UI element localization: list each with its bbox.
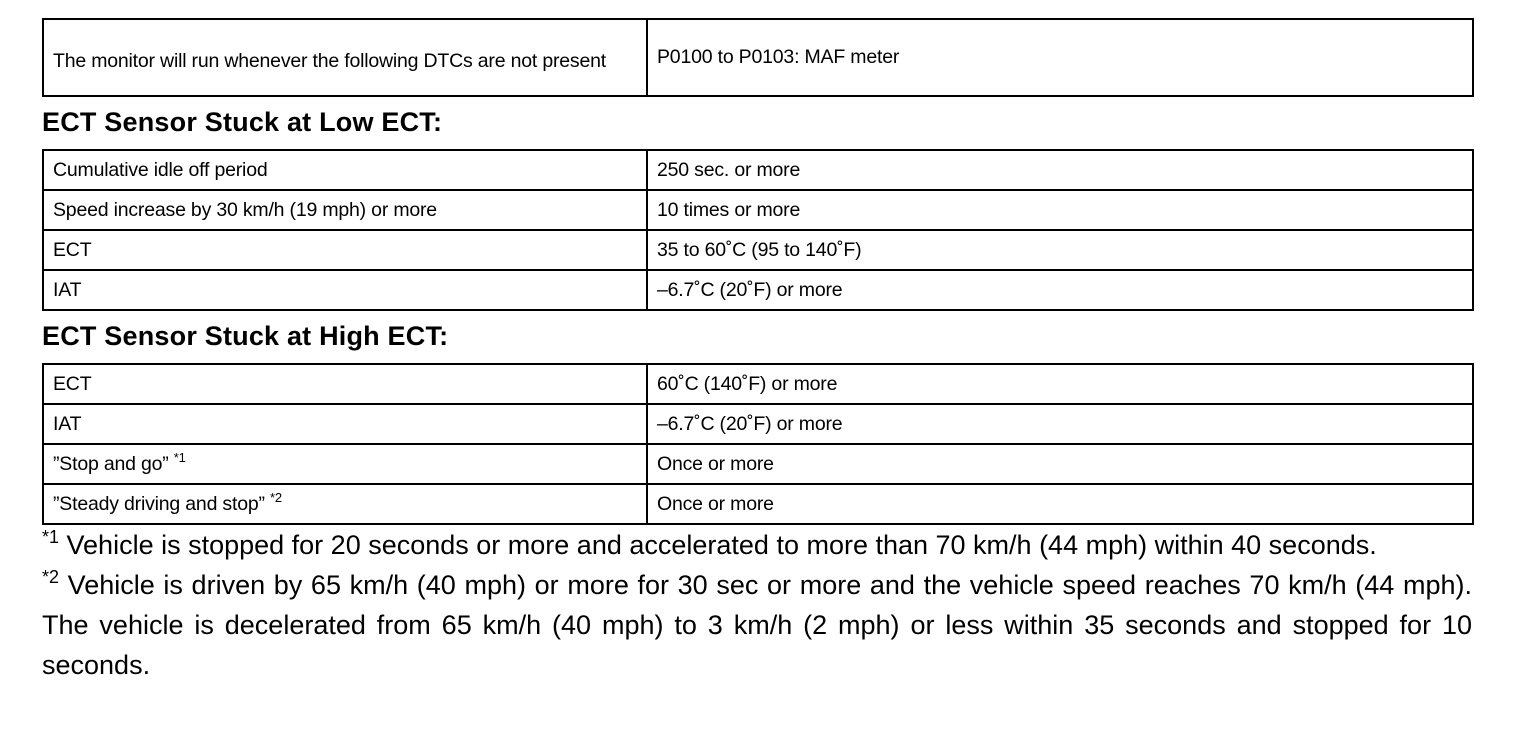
- footnote-1: [42, 525, 1472, 565]
- table-row: [43, 150, 1473, 190]
- condition-value: –6.7˚C (20˚F) or more: [647, 270, 1473, 310]
- condition-label: The monitor will run whenever the following DTCs are not present: [43, 19, 647, 96]
- footnote-mark: *2: [270, 489, 282, 505]
- table-row: [43, 19, 1473, 96]
- document-page: [42, 18, 1472, 685]
- table-row: [43, 190, 1473, 230]
- table-row: [43, 230, 1473, 270]
- condition-label: ”Steady driving and stop”: [53, 492, 265, 515]
- section-heading-low-ect: ECT Sensor Stuck at Low ECT:: [42, 107, 443, 137]
- condition-label: ”Stop and go”: [53, 452, 169, 475]
- footnote-mark: *1: [173, 449, 186, 465]
- high-ect-table: [42, 363, 1474, 525]
- table-row: [43, 404, 1473, 444]
- condition-value: 35 to 60˚C (95 to 140˚F): [647, 230, 1473, 270]
- footnote-text: Vehicle is driven by 65 km/h (40 mph) or more for 30 sec or more and the vehicle speed reaches 70 km/h (44 mph). The vehicle is decelerated from 65 km/h (40 mph) to 3 km/h (2 mph) or less within 35 seconds and stopped for 10 seconds.: [42, 570, 1472, 680]
- table-row: [43, 364, 1473, 404]
- condition-value: 250 sec. or more: [647, 150, 1473, 190]
- condition-label: Speed increase by 30 km/h (19 mph) or more: [43, 190, 647, 230]
- condition-value: 60˚C (140˚F) or more: [647, 364, 1473, 404]
- dtc-condition-table: [42, 18, 1474, 97]
- low-ect-table: [42, 149, 1474, 311]
- condition-label-cell: [43, 484, 647, 524]
- footnote-text: Vehicle is stopped for 20 seconds or more and accelerated to more than 70 km/h (44 mph) within 40 seconds.: [59, 530, 1377, 560]
- condition-label: IAT: [43, 404, 647, 444]
- footnote-mark: *2: [42, 567, 60, 587]
- condition-label: ECT: [43, 364, 647, 404]
- table-row: [43, 270, 1473, 310]
- condition-label: ECT: [43, 230, 647, 270]
- section-heading-high-ect: ECT Sensor Stuck at High ECT:: [42, 321, 449, 351]
- condition-label-cell: [43, 444, 647, 484]
- footnote-2: [42, 565, 1472, 685]
- condition-value: Once or more: [647, 484, 1473, 524]
- condition-value: P0100 to P0103: MAF meter: [647, 19, 1473, 96]
- table-row: [43, 444, 1473, 484]
- condition-value: Once or more: [647, 444, 1473, 484]
- condition-value: –6.7˚C (20˚F) or more: [647, 404, 1473, 444]
- condition-label: Cumulative idle off period: [43, 150, 647, 190]
- table-row: [43, 484, 1473, 524]
- condition-label: IAT: [43, 270, 647, 310]
- condition-value: 10 times or more: [647, 190, 1473, 230]
- footnote-mark: *1: [42, 527, 60, 547]
